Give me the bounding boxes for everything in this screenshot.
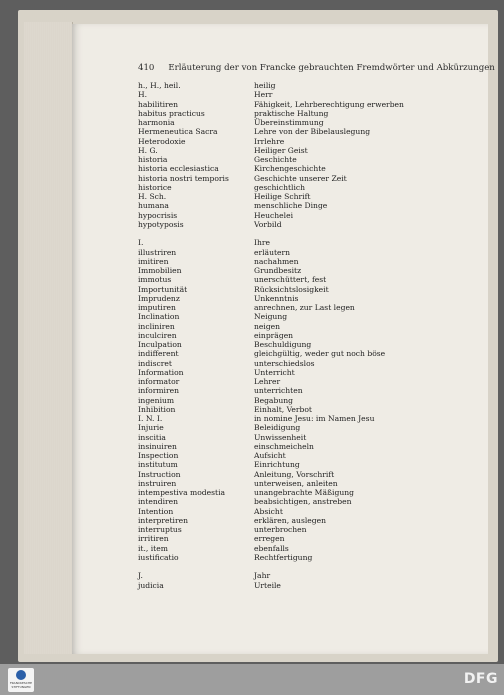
glossary-entry [138,488,468,497]
viewer-footer-bar [0,664,504,695]
glossary-entry [138,340,468,349]
entry-term: imputiren [138,303,176,312]
entry-meaning: Lehre von der Bibelauslegung [254,127,371,137]
glossary-entry [138,581,468,590]
entry-meaning: in nomine Jesu: im Namen Jesu [254,414,375,423]
entry-meaning: unerschüttert, fest [254,275,327,285]
entry-term: interruptus [138,525,182,534]
entry-term: Heterodoxie [138,136,186,146]
entry-meaning: Anleitung, Vorschrift [254,469,335,479]
entry-term: Importunität [138,284,188,294]
glossary-entry [138,571,468,580]
entry-meaning: Heuchelei [254,210,293,220]
glossary-entry [138,146,468,155]
entry-term: H. Sch. [138,192,167,201]
entry-meaning: heilig [254,81,276,90]
entry-term: historia nostri temporis [138,173,229,183]
entry-meaning: Geschichte unserer Zeit [254,173,347,183]
entry-meaning: Grundbesitz [254,266,302,275]
glossary-entry [138,470,468,479]
entry-term: habitus practicus [138,108,205,118]
entry-meaning: Kirchengeschichte [254,164,326,174]
glossary-entry [138,368,468,377]
entry-meaning: Ihre [254,238,271,248]
entry-meaning: Beleidigung [254,423,301,433]
entry-term: interpretiren [138,515,188,525]
glossary-entry [138,451,468,460]
glossary-entry [138,507,468,516]
entry-term: Inculpation [138,340,182,349]
entry-meaning: nachahmen [254,256,299,266]
glossary-entry [138,100,468,109]
entry-meaning: Lehrer [254,377,281,386]
glossary-entry [138,331,468,340]
entry-term: judicia [138,580,164,590]
glossary-entry [138,544,468,553]
entry-term: Instruction [138,469,181,479]
entry-meaning: unterschiedslos [254,358,315,368]
glossary-entry [138,414,468,423]
library-logo[interactable] [8,668,34,692]
dfg-logo[interactable]: DFG [463,671,498,687]
entry-term: inscitia [138,432,166,442]
entry-meaning: unterweisen, anleiten [254,478,338,488]
library-logo-label: FRANCKESCHE STIFTUNGEN [9,681,33,689]
entry-meaning: Einrichtung [254,460,300,470]
group-separator [138,229,468,238]
glossary-entry [138,127,468,136]
entry-term: informiren [138,386,179,396]
entry-term: H. [138,90,148,100]
glossary-entry [138,525,468,534]
entry-term: institutum [138,460,178,470]
page-title: Erläuterung der von Francke gebrauchten Fremdwörter und Abkürzungen [168,63,495,73]
entry-term: Information [138,367,184,377]
entry-term: informator [138,377,180,386]
entry-meaning: gleichgültig, weder gut noch böse [254,349,386,359]
entry-meaning: einprägen [254,330,294,340]
entry-term: historia [138,155,168,164]
glossary-entry [138,118,468,127]
page-header [138,63,495,73]
glossary-entry [138,183,468,192]
entry-term: hypotyposis [138,219,184,229]
entry-term: iustificatio [138,552,179,562]
glossary-entry [138,553,468,562]
entry-meaning: Beschuldigung [254,340,312,349]
glossary-entry [138,266,468,275]
glossary-entry [138,516,468,525]
entry-term: J. [138,571,143,581]
glossary-entry [138,534,468,543]
glossary-entry [138,497,468,506]
glossary-entry [138,109,468,118]
entry-term: H. G. [138,145,158,155]
entry-meaning: erregen [254,534,285,544]
glossary-entry [138,423,468,432]
entry-meaning: Absicht [254,506,283,516]
entry-meaning: Rücksichtslosigkeit [254,284,329,294]
entry-term: hypocrisis [138,210,178,220]
glossary-entry [138,349,468,358]
entry-term: indiscret [138,358,172,368]
entry-term: immotus [138,275,172,285]
glossary-entry [138,396,468,405]
entry-meaning: Fähigkeit, Lehrberechtigung erwerben [254,99,404,109]
entry-meaning: Jahr [254,571,271,581]
entry-meaning: menschliche Dinge [254,201,328,211]
entry-term: incliniren [138,321,175,331]
page-number: 410 [138,63,155,73]
entry-term: Intention [138,506,174,516]
glossary-entry [138,164,468,173]
entry-meaning: Einhalt, Verbot [254,404,312,414]
entry-meaning: Übereinstimmung [254,118,324,127]
entry-term: irritiren [138,534,169,544]
entry-term: insinuiren [138,441,177,451]
glossary-list [138,81,468,590]
entry-meaning: Begabung [254,395,293,405]
entry-term: intempestiva modestia [138,488,226,497]
entry-meaning: Unwissenheit [254,432,307,442]
glossary-entry [138,275,468,284]
entry-term: Inhibition [138,404,176,414]
glossary-entry [138,285,468,294]
entry-meaning: unterbrochen [254,525,307,534]
entry-meaning: erklären, auslegen [254,515,327,525]
entry-meaning: Urteile [254,580,281,590]
entry-term: imitiren [138,256,169,266]
glossary-entry [138,201,468,210]
glossary-entry [138,322,468,331]
entry-meaning: Heiliger Geist [254,145,308,155]
entry-term: intendiren [138,497,179,507]
entry-term: h., H., heil. [138,81,181,90]
entry-meaning: geschichtlich [254,182,306,192]
glossary-entry [138,460,468,469]
entry-term: Inspection [138,451,179,460]
entry-meaning: Rechtfertigung [254,552,313,562]
entry-term: ingenium [138,395,175,405]
glossary-entry [138,294,468,303]
entry-term: Inclination [138,312,180,322]
glossary-entry [138,220,468,229]
entry-meaning: praktische Haltung [254,108,329,118]
entry-meaning: unterrichten [254,386,303,396]
entry-term: I. N. I. [138,414,163,423]
entry-meaning: Geschichte [254,155,297,164]
glossary-entry [138,90,468,99]
glossary-entry [138,211,468,220]
entry-term: illustriren [138,247,177,257]
entry-term: Immobilien [138,266,182,275]
glossary-entry [138,248,468,257]
entry-meaning: neigen [254,321,281,331]
glossary-entry [138,155,468,164]
glossary-entry [138,405,468,414]
entry-meaning: Irrlehre [254,136,285,146]
glossary-entry [138,174,468,183]
glossary-entry [138,303,468,312]
glossary-entry [138,433,468,442]
entry-term: it., item [138,543,168,553]
entry-meaning: Herr [254,90,273,100]
entry-meaning: einschmeicheln [254,441,314,451]
glossary-entry [138,442,468,451]
entry-term: Imprudenz [138,293,180,303]
entry-meaning: ebenfalls [254,543,289,553]
glossary-entry [138,137,468,146]
entry-meaning: Heilige Schrift [254,192,311,201]
entry-term: humana [138,201,169,211]
entry-meaning: beabsichtigen, anstreben [254,497,352,507]
glossary-entry [138,238,468,247]
entry-term: I. [138,238,144,248]
entry-term: harmonia [138,118,175,127]
glossary-entry [138,479,468,488]
entry-meaning: erläutern [254,247,291,257]
entry-meaning: Unkenntnis [254,293,299,303]
library-logo-icon [16,670,26,680]
entry-term: indifferent [138,349,179,359]
entry-term: Injurie [138,423,164,433]
group-separator [138,562,468,571]
glossary-entry [138,257,468,266]
glossary-entry [138,377,468,386]
entry-term: instruiren [138,478,177,488]
glossary-entry [138,81,468,90]
glossary-entry [138,359,468,368]
entry-meaning: Aufsicht [254,451,286,460]
entry-meaning: unangebrachte Mäßigung [254,488,354,497]
entry-meaning: anrechnen, zur Last legen [254,303,355,312]
entry-term: habilitiren [138,99,179,109]
entry-meaning: Vorbild [254,219,282,229]
entry-term: Hermeneutica Sacra [138,127,218,137]
glossary-entry [138,192,468,201]
entry-term: historia ecclesiastica [138,164,219,174]
page [72,24,495,654]
entry-meaning: Unterricht [254,367,295,377]
entry-term: inculciren [138,330,177,340]
glossary-entry [138,386,468,395]
entry-meaning: Neigung [254,312,288,322]
page-edges [24,22,73,654]
entry-term: historice [138,182,172,192]
glossary-entry [138,312,468,321]
